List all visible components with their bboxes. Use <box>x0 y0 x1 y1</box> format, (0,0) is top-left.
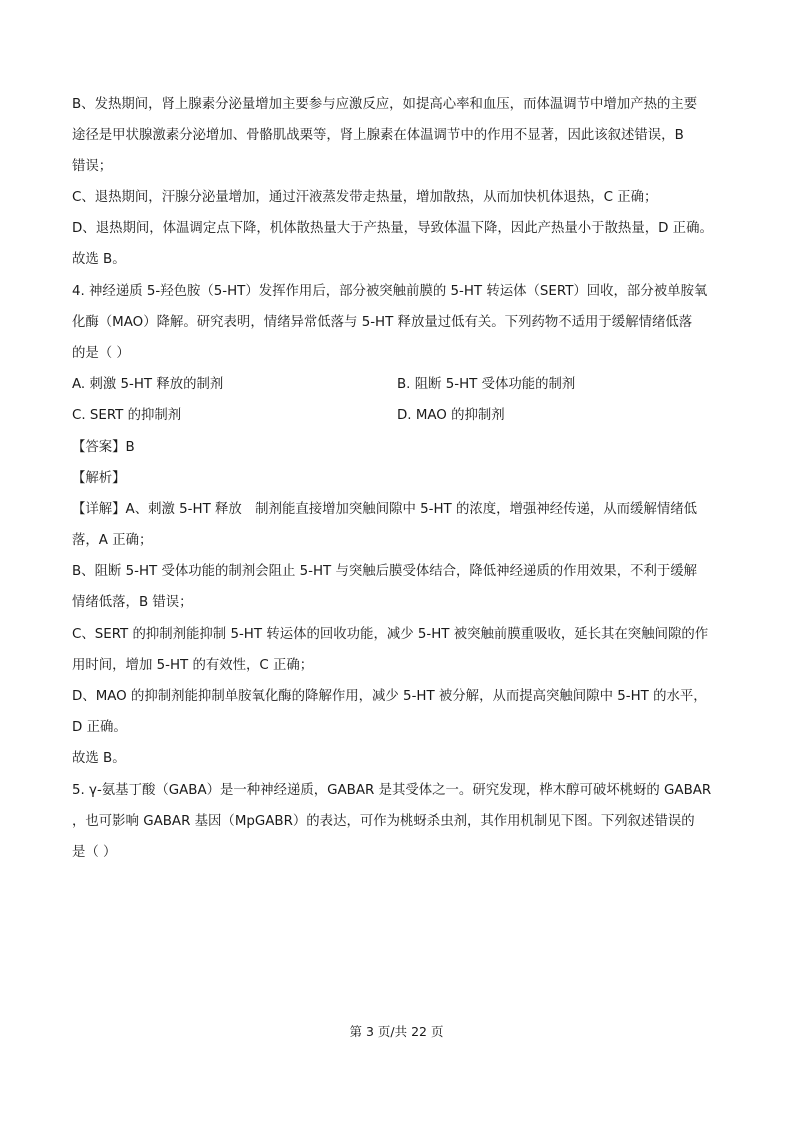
page-number-footer: 第 3 页/共 22 页 <box>349 1024 444 1039</box>
question-4-detail-c-line-2: 用时间，增加 5-HT 的有效性，C 正确； <box>72 658 314 673</box>
question-5-stem-line-3: 是（ ） <box>72 845 117 860</box>
prev-answer-c-line: C、退热期间，汗腺分泌量增加，通过汗液蒸发带走热量，增加散热，从而加快机体退热，C 正确； <box>72 190 658 205</box>
question-4-option-d: D. MAO 的抑制剂 <box>397 408 505 423</box>
question-4-option-b: B. 阻断 5-HT 受体功能的制剂 <box>397 377 576 392</box>
question-4-stem-line-1: 4. 神经递质 5-羟色胺（5-HT）发挥作用后，部分被突触前膜的 5-HT 转运体（SERT）回收，部分被单胺氧 <box>72 284 708 299</box>
question-4-option-c: C. SERT 的抑制剂 <box>72 408 182 423</box>
question-4-stem-line-2: 化酶（MAO）降解。研究表明，情绪异常低落与 5-HT 释放量过低有关。下列药物不适用于缓解情绪低落 <box>72 315 693 330</box>
question-4-detail-a-line-2: 落，A 正确； <box>72 533 153 548</box>
question-4-detail-d-line-1: D、MAO 的抑制剂能抑制单胺氧化酶的降解作用，减少 5-HT 被分解，从而提高突触间隙中 5-HT 的水平， <box>72 689 707 704</box>
prev-answer-b-line-2: 途径是甲状腺激素分泌增加、骨骼肌战栗等，肾上腺素在体温调节中的作用不显著，因此该叙述错误，B <box>72 128 684 143</box>
question-4-detail-c-line-1: C、SERT 的抑制剂能抑制 5-HT 转运体的回收功能，减少 5-HT 被突触前膜重吸收，延长其在突触间隙的作 <box>72 627 709 642</box>
prev-answer-d-line: D、退热期间，体温调定点下降，机体散热量大于产热量，导致体温下降，因此产热量小于散热量，D 正确。 <box>72 221 713 236</box>
question-4-option-a: A. 刺激 5-HT 释放的制剂 <box>72 377 224 392</box>
question-5-stem-line-2: ，也可影响 GABAR 基因（MpGABR）的表达，可作为桃蚜杀虫剂，其作用机制见下图。下列叙述错误的 <box>72 814 695 829</box>
question-4-stem-line-3: 的是（ ） <box>72 346 130 361</box>
prev-answer-b-line-1: B、发热期间，肾上腺素分泌量增加主要参与应激反应，如提高心率和血压，而体温调节中增加产热的主要 <box>72 97 698 112</box>
question-4-conclusion: 故选 B。 <box>72 751 126 766</box>
question-4-analysis-header: 【解析】 <box>72 471 126 486</box>
question-4-answer: 【答案】B <box>72 440 135 455</box>
question-4-detail-a-line-1: 【详解】A、刺激 5-HT 释放 制剂能直接增加突触间隙中 5-HT 的浓度，增强神经传递，从而缓解情绪低 <box>72 502 698 517</box>
question-4-detail-d-line-2: D 正确。 <box>72 720 127 735</box>
prev-answer-b-line-3: 错误； <box>72 159 113 174</box>
question-5-stem-line-1: 5. γ-氨基丁酸（GABA）是一种神经递质，GABAR 是其受体之一。研究发现，桦木醇可破坏桃蚜的 GABAR <box>72 783 712 798</box>
question-4-detail-b-line-1: B、阻断 5-HT 受体功能的制剂会阻止 5-HT 与突触后膜受体结合，降低神经递质的作用效果，不利于缓解 <box>72 564 698 579</box>
question-4-detail-b-line-2: 情绪低落，B 错误； <box>72 595 193 610</box>
prev-answer-conclusion: 故选 B。 <box>72 252 126 267</box>
